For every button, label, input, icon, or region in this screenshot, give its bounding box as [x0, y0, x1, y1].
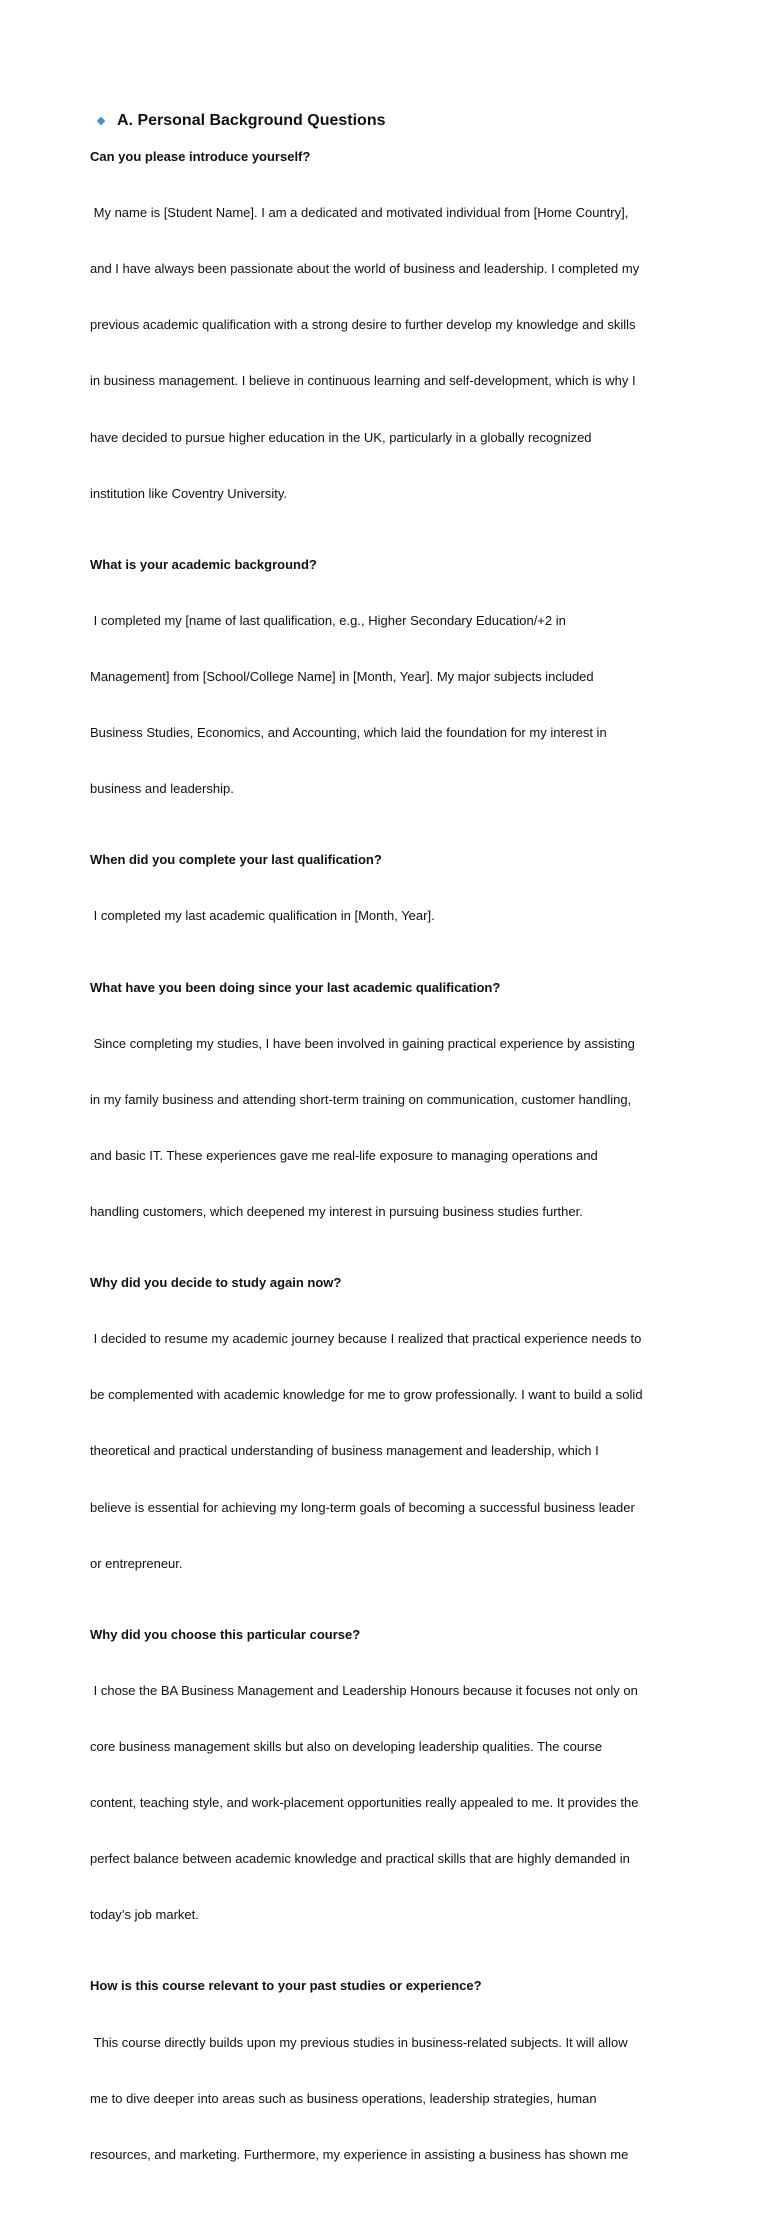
answer-line: handling customers, which deepened my interest in pursuing business studies further. — [90, 1203, 583, 1219]
answer-line: Management] from [School/College Name] in [Month, Year]. My major subjects included — [90, 668, 594, 684]
answer-line: me to dive deeper into areas such as business operations, leadership strategies, human — [90, 2090, 597, 2106]
answer-line: today’s job market. — [90, 1907, 199, 1923]
answer-line: I decided to resume my academic journey because I realized that practical experience needs to — [90, 1331, 642, 1347]
question: Why did you decide to study again now? — [90, 1275, 342, 1291]
answer-line: I chose the BA Business Management and Leadership Honours because it focuses not only on — [90, 1682, 638, 1698]
answer — [90, 167, 690, 541]
question: What is your academic background? — [90, 556, 317, 572]
answer — [90, 574, 690, 836]
answer-line: in business management. I believe in continuous learning and self-development, which is why I — [90, 373, 636, 389]
section-title: A. Personal Background Questions — [117, 112, 386, 129]
answer-line: resources, and marketing. Furthermore, my experience in assisting a business has shown me — [90, 2146, 629, 2162]
answer — [90, 1644, 690, 1962]
answer-line: theoretical and practical understanding of business management and leadership, which I — [90, 1443, 599, 1459]
answer-line: I completed my last academic qualification in [Month, Year]. — [90, 908, 435, 924]
answer-line: previous academic qualification with a strong desire to further develop my knowledge and skills — [90, 317, 636, 333]
answer-line: Business Studies, Economics, and Accounting, which laid the foundation for my interest in — [90, 725, 607, 741]
answer-line: or entrepreneur. — [90, 1555, 183, 1571]
answer-line: believe is essential for achieving my long-term goals of becoming a successful business leader — [90, 1499, 635, 1515]
qa-list — [90, 148, 690, 2217]
qa-item — [90, 556, 690, 837]
answer-line: content, teaching style, and work-placement opportunities really appealed to me. It provides the — [90, 1795, 639, 1811]
answer-line: in my family business and attending short-term training on communication, customer handling, — [90, 1091, 632, 1107]
answer-line: business and leadership. — [90, 781, 234, 797]
answer-line: core business management skills but also on developing leadership qualities. The course — [90, 1738, 603, 1754]
question: What have you been doing since your last academic qualification? — [90, 979, 501, 995]
qa-item — [90, 851, 690, 963]
answer-line: and I have always been passionate about the world of business and leadership. I completed my — [90, 261, 640, 277]
answer-line: institution like Coventry University. — [90, 485, 287, 501]
question: How is this course relevant to your past studies or experience? — [90, 1978, 482, 1994]
qa-item — [90, 1274, 690, 1611]
answer-line: have decided to pursue higher education in the UK, particularly in a globally recognized — [90, 429, 592, 445]
answer-line: Since completing my studies, I have been involved in gaining practical experience by assisting — [90, 1035, 635, 1051]
answer — [90, 870, 690, 964]
qa-item — [90, 148, 690, 541]
diamond-bullet-icon — [97, 117, 105, 125]
answer-line: and basic IT. These experiences gave me real-life exposure to managing operations and — [90, 1147, 598, 1163]
answer-line: be complemented with academic knowledge for me to grow professionally. I want to build a solid — [90, 1387, 643, 1403]
qa-item — [90, 979, 690, 1260]
answer-line: My name is [Student Name]. I am a dedicated and motivated individual from [Home Country], — [90, 205, 629, 221]
qa-item — [90, 1626, 690, 1963]
question: Can you please introduce yourself? — [90, 149, 311, 164]
question: When did you complete your last qualification? — [90, 852, 382, 868]
section-heading — [96, 110, 386, 132]
answer — [90, 1996, 690, 2202]
answer — [90, 997, 690, 1259]
answer-line: perfect balance between academic knowledge and practical skills that are highly demanded in — [90, 1851, 630, 1867]
question: Why did you choose this particular course? — [90, 1626, 361, 1642]
qa-item — [90, 1977, 690, 2201]
answer-line: This course directly builds upon my previous studies in business-related subjects. It will allow — [90, 2034, 628, 2050]
answer-line: I completed my [name of last qualification, e.g., Higher Secondary Education/+2 in — [90, 612, 566, 628]
answer — [90, 1293, 690, 1611]
